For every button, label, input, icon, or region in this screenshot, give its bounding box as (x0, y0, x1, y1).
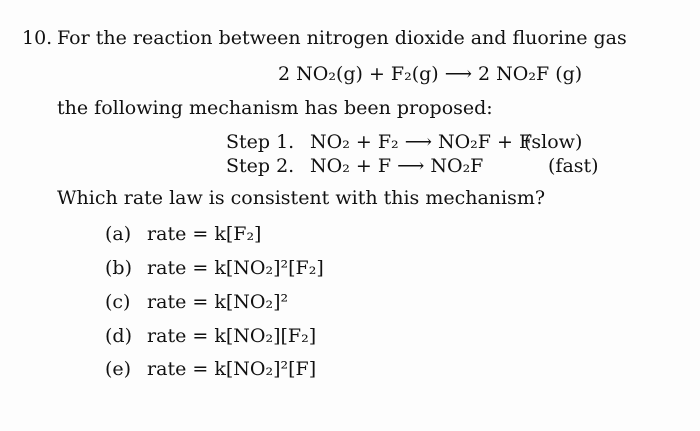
overall-reaction-equation: 2 NO₂(g) + F₂(g) ⟶ 2 NO₂F (g) (278, 63, 583, 85)
option-text: rate = k[NO₂][F₂] (147, 325, 317, 347)
answer-option-e (105, 357, 316, 381)
answer-option-b (105, 256, 324, 280)
option-letter: (b) (105, 257, 132, 279)
option-letter: (a) (105, 223, 132, 245)
step-equation: NO₂ + F₂ ⟶ NO₂F + F (310, 131, 533, 153)
option-text: rate = k[NO₂]²[F] (147, 358, 317, 380)
answer-option-a (105, 222, 261, 246)
question-number: 10. (22, 27, 53, 49)
answer-option-d (105, 324, 316, 348)
option-text: rate = k[NO₂]²[F₂] (147, 257, 324, 279)
mechanism-step-2 (226, 154, 599, 178)
option-letter: (c) (105, 291, 131, 313)
step-label: Step 2. (226, 155, 295, 177)
step-rate: (fast) (548, 155, 599, 177)
step-equation: NO₂ + F ⟶ NO₂F (310, 155, 484, 177)
mechanism-step-1 (226, 130, 583, 154)
option-letter: (e) (105, 358, 132, 380)
answer-option-c (105, 290, 288, 314)
option-text: rate = k[NO₂]² (147, 291, 289, 313)
step-label: Step 1. (226, 131, 295, 153)
mechanism-intro: the following mechanism has been proposed: (57, 97, 493, 119)
step-rate: (slow) (524, 131, 583, 153)
option-text: rate = k[F₂] (147, 223, 262, 245)
question-prompt: Which rate law is consistent with this mechanism? (57, 187, 546, 209)
option-letter: (d) (105, 325, 132, 347)
question-text: For the reaction between nitrogen dioxide and fluorine gas (57, 27, 627, 49)
